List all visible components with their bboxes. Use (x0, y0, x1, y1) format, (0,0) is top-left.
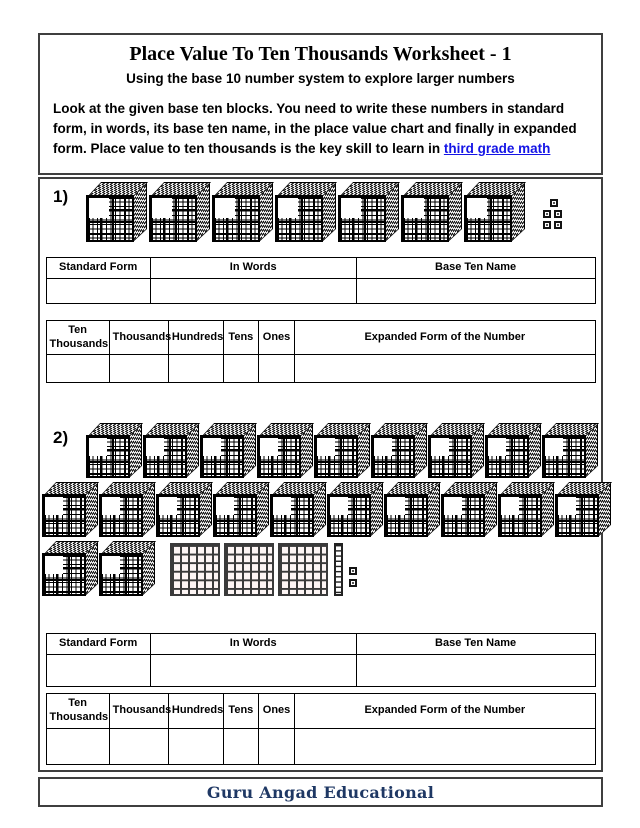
blocks-row (40, 182, 601, 243)
blocks-row (40, 423, 601, 479)
thousand-cube (257, 423, 313, 479)
thousand-cube (371, 423, 427, 479)
answer-base-ten-name-1 (356, 279, 595, 304)
cube-front-face (275, 195, 323, 242)
one-unit (543, 221, 551, 229)
one-unit (554, 210, 562, 218)
answer-ten-thousands-1 (46, 355, 109, 383)
cube-front-face (327, 494, 371, 537)
thousand-cube (384, 482, 440, 538)
header-thousands: Thousands (109, 321, 168, 355)
answer-ones-2 (258, 729, 294, 765)
cube-front-face (270, 494, 314, 537)
header-hundreds: Hundreds (168, 694, 223, 729)
place-value-table-1 (46, 320, 596, 383)
thousand-cube (99, 541, 155, 597)
cube-front-face (257, 435, 301, 478)
thousand-cube (86, 182, 148, 243)
thousand-cube (327, 482, 383, 538)
one-unit (349, 567, 357, 575)
thousand-cube (485, 423, 541, 479)
cube-front-face (464, 195, 512, 242)
answer-ten-thousands-2 (46, 729, 109, 765)
cube-front-face (86, 195, 134, 242)
cube-front-face (99, 553, 143, 596)
standard-form-table-2 (46, 633, 596, 687)
header-ten-thousands: Ten Thousands (46, 321, 109, 355)
worksheet-subtitle: Using the base 10 number system to explore larger numbers (126, 71, 515, 86)
third-grade-math-link[interactable]: third grade math (443, 141, 551, 156)
thousand-cube (212, 182, 274, 243)
answer-tens-1 (223, 355, 258, 383)
hundred-flat (170, 543, 220, 596)
thousand-cube (441, 482, 497, 538)
cube-front-face (213, 494, 257, 537)
header-hundreds: Hundreds (168, 321, 223, 355)
one-unit (554, 221, 562, 229)
cube-front-face (99, 494, 143, 537)
answer-in-words-1 (150, 279, 356, 304)
cube-front-face (42, 494, 86, 537)
cube-front-face (498, 494, 542, 537)
cube-front-face (485, 435, 529, 478)
brand-text: Guru Angad Educational (206, 782, 435, 802)
thousand-cube (200, 423, 256, 479)
cube-front-face (555, 494, 599, 537)
answer-expanded-form-1 (295, 355, 595, 383)
ones-units-cluster (543, 199, 562, 229)
cube-front-face (542, 435, 586, 478)
cube-front-face (143, 435, 187, 478)
thousand-cube (542, 423, 598, 479)
thousand-cube (99, 482, 155, 538)
thousand-cube (143, 423, 199, 479)
cube-front-face (149, 195, 197, 242)
problem-number-label: 1) (53, 187, 69, 206)
place-value-table-2 (46, 693, 596, 765)
thousand-cube (275, 182, 337, 243)
thousand-cube (156, 482, 212, 538)
problem-2 (40, 423, 601, 765)
header-standard-form: Standard Form (46, 634, 150, 655)
answer-standard-form-2 (46, 655, 150, 687)
blocks-row (40, 482, 601, 538)
cube-front-face (42, 553, 86, 596)
thousand-cube (428, 423, 484, 479)
header-thousands: Thousands (109, 694, 168, 729)
cube-front-face (86, 435, 130, 478)
ones-unit-row (550, 199, 562, 207)
worksheet-title: Place Value To Ten Thousands Worksheet - 1 (129, 43, 512, 65)
header-standard-form: Standard Form (46, 258, 150, 279)
thousand-cube (86, 423, 142, 479)
instructions-text: Look at the given base ten blocks. You need to write these numbers in standard form, in words, its base ten name, in the place value chart and finally in expanded form. Place value to ten thousands is the key skill to learn in (53, 101, 577, 156)
answer-base-ten-name-2 (356, 655, 595, 687)
thousand-cube (338, 182, 400, 243)
blocks-row (40, 541, 601, 597)
answer-hundreds-2 (168, 729, 223, 765)
hundred-flat (224, 543, 274, 596)
header-base-ten-name: Base Ten Name (356, 634, 595, 655)
thousand-cube (213, 482, 269, 538)
instructions (53, 99, 588, 159)
answer-standard-form-1 (46, 279, 150, 304)
ten-rod (334, 543, 343, 596)
answer-thousands-2 (109, 729, 168, 765)
standard-form-table-1 (46, 257, 596, 304)
cube-front-face (314, 435, 358, 478)
thousand-cube (555, 482, 611, 538)
header-ones: Ones (258, 694, 294, 729)
worksheet-body (38, 177, 603, 772)
hundred-flat (278, 543, 328, 596)
answer-expanded-form-2 (295, 729, 595, 765)
cube-front-face (156, 494, 200, 537)
cube-front-face (338, 195, 386, 242)
thousand-cube (401, 182, 463, 243)
problem-1 (40, 182, 601, 383)
answer-in-words-2 (150, 655, 356, 687)
problem-number-label: 2) (53, 428, 69, 447)
header-ones: Ones (258, 321, 294, 355)
base-ten-blocks-1 (40, 182, 601, 243)
header-tens: Tens (223, 321, 258, 355)
ones-unit-grid (543, 210, 562, 229)
thousand-cube (314, 423, 370, 479)
cube-front-face (200, 435, 244, 478)
thousand-cube (42, 482, 98, 538)
header-ten-thousands: Ten Thousands (46, 694, 109, 729)
thousand-cube (270, 482, 326, 538)
footer-panel (38, 777, 603, 807)
one-unit (543, 210, 551, 218)
header-in-words: In Words (150, 258, 356, 279)
cube-front-face (371, 435, 415, 478)
cube-front-face (401, 195, 449, 242)
thousand-cube (42, 541, 98, 597)
cube-front-face (428, 435, 472, 478)
one-unit (550, 199, 558, 207)
cube-front-face (384, 494, 428, 537)
header-in-words: In Words (150, 634, 356, 655)
thousand-cube (464, 182, 526, 243)
header-panel (38, 33, 603, 175)
thousand-cube (498, 482, 554, 538)
ones-units-stack (349, 567, 357, 587)
cube-front-face (212, 195, 260, 242)
one-unit (349, 579, 357, 587)
thousand-cube (149, 182, 211, 243)
answer-tens-2 (223, 729, 258, 765)
base-ten-blocks-2 (40, 423, 601, 597)
header-expanded-form: Expanded Form of the Number (295, 694, 595, 729)
answer-hundreds-1 (168, 355, 223, 383)
header-expanded-form: Expanded Form of the Number (295, 321, 595, 355)
answer-thousands-1 (109, 355, 168, 383)
header-tens: Tens (223, 694, 258, 729)
answer-ones-1 (258, 355, 294, 383)
header-base-ten-name: Base Ten Name (356, 258, 595, 279)
cube-front-face (441, 494, 485, 537)
